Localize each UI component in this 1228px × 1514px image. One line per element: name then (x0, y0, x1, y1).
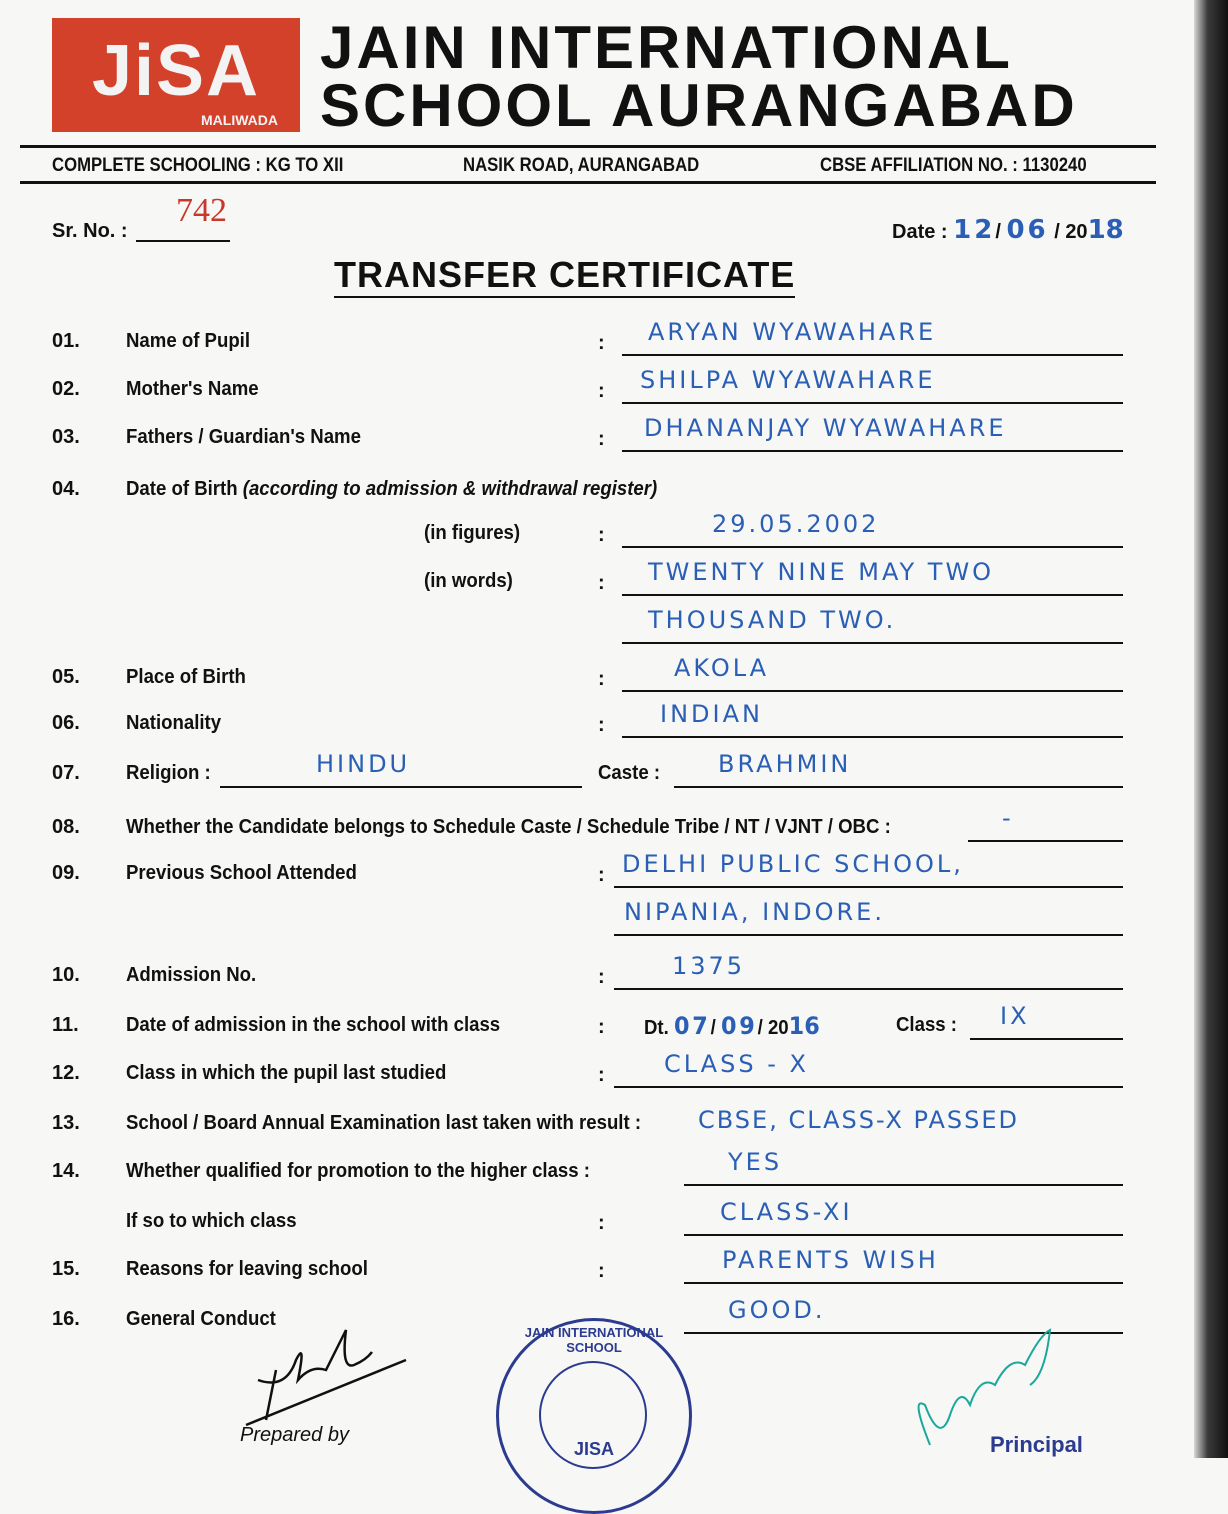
field-value: CLASS-XI (720, 1198, 853, 1226)
field-line (622, 700, 1123, 738)
field-value: PARENTS WISH (722, 1246, 939, 1274)
field-admission-date (0, 1002, 1190, 1040)
field-value: CBSE, CLASS-X PASSED (698, 1106, 1020, 1134)
field-date-of-birth (0, 470, 1190, 504)
field-promotion-class (0, 1198, 1190, 1236)
field-fathers-name (0, 414, 1190, 452)
field-line (622, 606, 1123, 644)
sr-number: 742 (176, 192, 227, 229)
field-line (614, 952, 1123, 990)
sr-label: Sr. No. : (52, 220, 128, 242)
divider (20, 181, 1156, 184)
field-value: INDIAN (660, 700, 763, 728)
field-label: Mother's Name (126, 378, 259, 400)
field-number: 05. (52, 666, 80, 688)
date-year-prefix: 20 (1065, 221, 1088, 243)
field-value: DELHI PUBLIC SCHOOL, (622, 850, 964, 878)
date-day: 12 (953, 215, 996, 245)
colon: : (598, 524, 605, 546)
colon: : (598, 572, 605, 594)
preparer-signature (236, 1320, 416, 1430)
field-last-class (0, 1050, 1190, 1088)
field-label: School / Board Annual Examination last taken with result : (126, 1112, 642, 1134)
field-value: CLASS - X (664, 1050, 809, 1078)
school-logo (52, 18, 300, 132)
field-label: (in words) (424, 570, 513, 592)
field-line (614, 850, 1123, 888)
field-label: Whether the Candidate belongs to Schedule Caste / Schedule Tribe / NT / VJNT / OBC : (126, 816, 891, 838)
field-label: Class in which the pupil last studied (126, 1062, 447, 1084)
field-label: Place of Birth (126, 666, 246, 688)
field-number: 15. (52, 1258, 80, 1280)
field-value: TWENTY NINE MAY TWO (648, 558, 995, 586)
field-value: GOOD. (728, 1296, 826, 1324)
field-number: 10. (52, 964, 80, 986)
religion-line (220, 750, 582, 788)
field-number: 14. (52, 1160, 80, 1182)
scan-edge (1194, 0, 1228, 1458)
field-label: Fathers / Guardian's Name (126, 426, 361, 448)
religion-value: HINDU (316, 750, 411, 778)
colon: : (598, 864, 605, 886)
caste-label: Caste : (598, 762, 661, 784)
colon: : (598, 332, 605, 354)
colon: : (598, 1260, 605, 1282)
field-label: General Conduct (126, 1308, 276, 1330)
divider (20, 145, 1156, 148)
field-value: YES (728, 1148, 783, 1176)
field-label: Admission No. (126, 964, 257, 986)
certificate-title: TRANSFER CERTIFICATE (334, 254, 795, 298)
field-line (968, 804, 1123, 842)
field-category (0, 804, 1190, 842)
class-value: IX (1000, 1002, 1030, 1030)
field-line (622, 318, 1123, 356)
colon: : (598, 966, 605, 988)
field-line (622, 366, 1123, 404)
colon: : (598, 714, 605, 736)
field-value: AKOLA (674, 654, 770, 682)
field-line (622, 510, 1123, 548)
prepared-by-label: Prepared by (240, 1424, 349, 1446)
field-dob-words (0, 558, 1190, 596)
field-promotion (0, 1148, 1190, 1186)
class-line (970, 1002, 1123, 1040)
stamp-text: JAIN INTERNATIONAL SCHOOL (524, 1325, 664, 1355)
field-religion-caste (0, 750, 1190, 788)
field-value: THOUSAND TWO. (648, 606, 897, 634)
dt-day: 07 (673, 1012, 711, 1040)
date: Date : 12/ 06 / 2018 (892, 215, 1124, 245)
field-number: 02. (52, 378, 80, 400)
field-number: 04. (52, 478, 80, 500)
field-last-exam (0, 1104, 1190, 1138)
field-number: 08. (52, 816, 80, 838)
date-year-suffix: 18 (1087, 215, 1124, 245)
field-line (614, 1050, 1123, 1088)
admission-date: Dt. 07/ 09/ 2016 (644, 1012, 820, 1040)
affiliation: CBSE AFFILIATION NO. : 1130240 (820, 155, 1087, 176)
dt-month: 09 (720, 1012, 758, 1040)
field-label: Previous School Attended (126, 862, 357, 884)
field-number: 16. (52, 1308, 80, 1330)
field-label: Whether qualified for promotion to the higher class : (126, 1160, 590, 1182)
colon: : (598, 1016, 605, 1038)
field-mothers-name (0, 366, 1190, 404)
field-label: (in figures) (424, 522, 521, 544)
field-value: 1375 (672, 952, 746, 980)
label-text: Date of Birth (126, 478, 238, 500)
field-previous-school (0, 850, 1190, 888)
field-line (684, 1148, 1123, 1186)
field-dob-words-cont (0, 606, 1190, 644)
field-value: 29.05.2002 (712, 510, 880, 538)
caste-line (674, 750, 1123, 788)
field-label: Name of Pupil (126, 330, 251, 352)
field-name-of-pupil (0, 318, 1190, 356)
field-number: 12. (52, 1062, 80, 1084)
field-number: 13. (52, 1112, 80, 1134)
field-value: DHANANJAY WYAWAHARE (644, 414, 1007, 442)
logo-text: JiSA (91, 31, 261, 111)
dt-year-prefix: 20 (767, 1017, 789, 1039)
dt-label: Dt. (644, 1017, 669, 1039)
field-number: 07. (52, 762, 80, 784)
field-label: Religion : (126, 762, 211, 784)
field-line (622, 558, 1123, 596)
colon: : (598, 1212, 605, 1234)
field-label: Date of admission in the school with class (126, 1014, 501, 1036)
sr-line (136, 240, 230, 242)
colon: : (598, 380, 605, 402)
field-dob-figures (0, 510, 1190, 548)
field-nationality (0, 700, 1190, 738)
school-name-line2: SCHOOL AURANGABAD (320, 72, 1078, 139)
field-admission-no (0, 952, 1190, 990)
principal-label: Principal (990, 1432, 1083, 1457)
class-label: Class : (896, 1014, 958, 1036)
caste-value: BRAHMIN (718, 750, 852, 778)
field-line (622, 654, 1123, 692)
schooling-info: COMPLETE SCHOOLING : KG TO XII (52, 155, 344, 176)
field-number: 03. (52, 426, 80, 448)
field-label: Reasons for leaving school (126, 1258, 368, 1280)
colon: : (598, 428, 605, 450)
field-value: - (1002, 804, 1014, 832)
field-value: ARYAN WYAWAHARE (648, 318, 937, 346)
field-number: 09. (52, 862, 80, 884)
field-line (684, 1198, 1123, 1236)
field-place-of-birth (0, 654, 1190, 692)
field-label (126, 478, 657, 501)
field-label: Nationality (126, 712, 222, 734)
field-number: 11. (52, 1014, 79, 1036)
field-line (622, 414, 1123, 452)
school-stamp (496, 1318, 692, 1514)
field-label: If so to which class (126, 1210, 297, 1232)
date-label: Date : (892, 221, 948, 243)
colon: : (598, 668, 605, 690)
colon: : (598, 1064, 605, 1086)
field-previous-school-cont (0, 898, 1190, 936)
logo-sub: MALIWADA (201, 112, 278, 128)
label-note: (according to admission & withdrawal register) (242, 478, 658, 500)
field-value: NIPANIA, INDORE. (624, 898, 885, 926)
field-leaving-reason (0, 1246, 1190, 1284)
field-value: SHILPA WYAWAHARE (640, 366, 936, 394)
field-number: 06. (52, 712, 80, 734)
field-line (684, 1246, 1123, 1284)
school-name-line1: JAIN INTERNATIONAL (320, 14, 1013, 81)
date-month: 06 (1006, 215, 1049, 245)
field-line (614, 898, 1123, 936)
address: NASIK ROAD, AURANGABAD (463, 155, 700, 176)
stamp-center: JISA (573, 1439, 615, 1459)
dt-year-suffix: 16 (788, 1012, 820, 1040)
field-number: 01. (52, 330, 80, 352)
